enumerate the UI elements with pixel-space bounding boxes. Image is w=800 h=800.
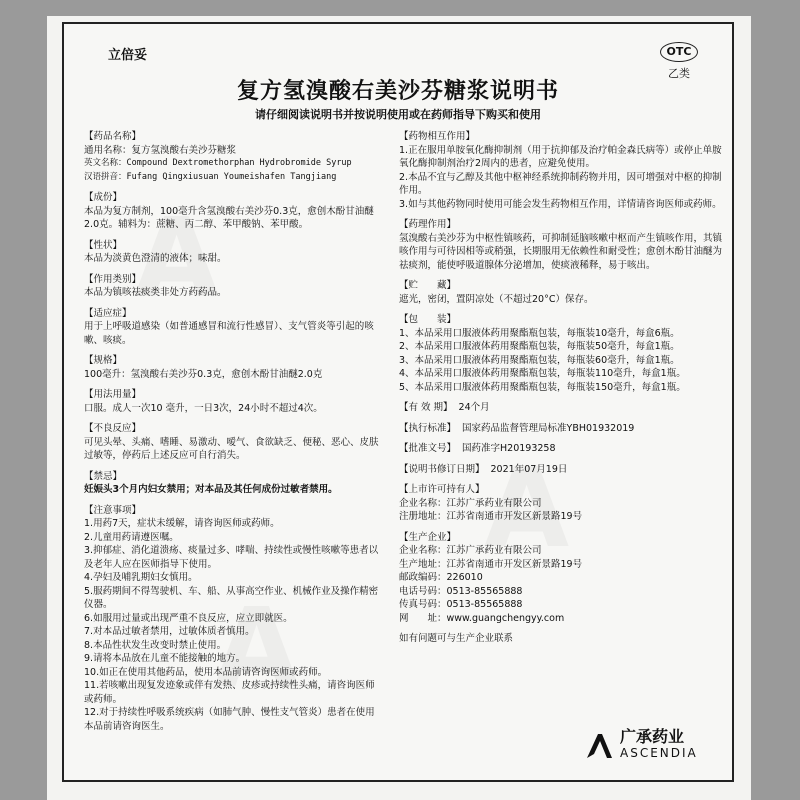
insert-section [84,307,384,348]
section-heading: 【禁忌】 [84,470,123,482]
section-line: 10.如正在使用其他药品，使用本品前请咨询医师或药师。 [84,666,328,678]
section-line: 100毫升：氢溴酸右美沙芬0.3克，愈创木酚甘油醚2.0克 [84,368,323,380]
insert-section [84,388,384,415]
section-line: 电话号码：0513-85565888 [399,585,523,597]
insert-section [399,218,724,272]
section-line: 本品为复方制剂，100毫升含氢溴酸右美沙芬0.3克，愈创木酚甘油醚2.0克。辅料为：蔗糖、丙二醇、苯甲酸钠、苯甲酸。 [84,205,374,230]
section-heading: 【性状】 [84,239,123,251]
insert-section [84,470,384,497]
insert-section [399,442,724,456]
section-line: 1.用药7天，症状未缓解，请咨询医师或药师。 [84,518,280,529]
otc-category: 乙类 [668,67,690,80]
insert-section [84,273,384,300]
section-heading: 【贮 藏】 [399,280,457,291]
insert-section [399,632,724,646]
section-line: 口服。成人一次10 毫升，一日3次，24小时不超过4次。 [84,402,323,414]
insert-section [84,130,384,184]
section-heading: 【药品名称】 [84,131,142,142]
section-heading: 【批准文号】 [399,443,457,454]
section-line: 7.对本品过敏者禁用，过敏体质者慎用。 [84,626,255,637]
section-value: 国家药品监督管理局标准YBH01932019 [462,422,635,434]
ascendia-logo-icon [584,730,614,760]
section-line: 传真号码：0513-85565888 [399,599,523,610]
brand-name: 立倍妥 [108,48,148,63]
section-heading: 【药理作用】 [399,219,457,230]
section-heading: 【成份】 [84,192,123,203]
section-line: 如有问题可与生产企业联系 [399,633,514,644]
section-line: 本品为淡黄色澄清的液体；味甜。 [84,253,227,264]
section-line: 妊娠头3个月内妇女禁用；对本品及其任何成份过敏者禁用。 [84,484,338,495]
section-line: 5、本品采用口服液体药用聚酯瓶包装，每瓶装150毫升，每盒1瓶。 [399,381,686,393]
section-line: 企业名称：江苏广承药业有限公司 [399,545,542,556]
section-line: 可见头晕、头痛、嗜睡、易激动、嗳气、食欲缺乏、便秘、恶心、皮肤过敏等，停药后上述反应可自行消失。 [84,436,379,461]
section-line: 注册地址：江苏省南通市开发区新景路19号 [399,511,583,522]
insert-section [84,191,384,232]
section-heading: 【药物相互作用】 [399,131,476,142]
left-column [84,130,384,740]
logo-english-name: ASCENDIA [620,746,698,760]
section-heading: 【适应症】 [84,307,132,319]
insert-section [399,130,724,211]
section-line: 汉语拼音：Fufang Qingxiusuan Youmeishafen Tangjiang [84,171,337,182]
section-line: 3.抑郁症、消化道溃疡、痰量过多、哮喘、持续性或慢性咳嗽等患者以及老年人应在医师指导下使用。 [84,545,379,570]
section-line: 通用名称：复方氢溴酸右美沙芬糖浆 [84,144,237,156]
section-line: 9.请将本品放在儿童不能接触的地方。 [84,653,246,664]
section-line: 1.正在服用单胺氧化酶抑制剂（用于抗抑郁及治疗帕金森氏病等）或停止单胺氧化酶抑制剂治疗2周内的患者，应避免使用。 [399,144,722,169]
insert-section [399,401,724,415]
insert-section [399,531,724,626]
section-line: 2、本品采用口服液体药用聚酯瓶包装，每瓶装50毫升，每盒1瓶。 [399,341,680,352]
section-line: 氢溴酸右美沙芬为中枢性镇咳药，可抑制延脑咳嗽中枢而产生镇咳作用，其镇咳作用与可待因相等或稍强，长期服用无依赖性和耐受性；愈创木酚甘油醚为祛痰剂，能使呼吸道腺体分泌增加，使痰液稀释，易于咳出。 [399,232,723,271]
section-heading: 【不良反应】 [84,423,142,434]
section-value: 国药准字H20193258 [462,443,556,454]
section-line: 邮政编码：226010 [399,572,483,583]
section-line: 2.儿童用药请遵医嘱。 [84,531,179,543]
section-heading: 【作用类别】 [84,273,142,285]
insert-section [399,279,724,306]
company-logo [584,724,724,768]
section-heading: 【执行标准】 [399,422,457,434]
section-heading: 【注意事项】 [84,504,142,516]
section-line: 英文名称：Compound Dextromethorphan Hydrobromide Syrup [84,158,352,168]
logo-chinese-name: 广承药业 [620,727,685,746]
section-value: 2021年07月19日 [490,463,568,475]
otc-badge: OTC [660,42,698,62]
insert-section [399,483,724,524]
document-subtitle: 请仔细阅读说明书并按说明使用或在药师指导下购买和使用 [255,108,541,121]
section-line: 11.若咳嗽出现复发迹象或伴有发热、皮疹或持续性头痛，请咨询医师或药师。 [84,680,375,705]
insert-section [84,239,384,266]
section-line: 6.如服用过量或出现严重不良反应，应立即就医。 [84,612,293,624]
section-heading: 【说明书修订日期】 [399,463,485,475]
insert-section [84,422,384,463]
section-line: 生产地址：江苏省南通市开发区新景路19号 [399,558,583,570]
section-heading: 【包 装】 [399,314,457,325]
insert-section [399,422,724,436]
insert-section [84,504,384,734]
section-line: 8.本品性状发生改变时禁止使用。 [84,639,227,651]
section-line: 2.本品不宜与乙醇及其他中枢神经系统抑制药物并用，因可增强对中枢的抑制作用。 [399,171,722,196]
section-line: 用于上呼吸道感染（如普通感冒和流行性感冒）、支气管炎等引起的咳嗽、咳痰。 [84,321,374,346]
section-heading: 【用法用量】 [84,389,142,400]
section-line: 5.服药期间不得驾驶机、车、船、从事高空作业、机械作业及操作精密仪器。 [84,585,379,610]
section-heading: 【有 效 期】 [399,402,453,413]
insert-frame [62,22,734,782]
section-line: 企业名称：江苏广承药业有限公司 [399,497,542,509]
section-line: 1、本品采用口服液体药用聚酯瓶包装，每瓶装10毫升，每盒6瓶。 [399,327,680,339]
section-line: 网 址：www.guangchengyy.com [399,612,565,624]
document-title: 复方氢溴酸右美沙芬糖浆说明书 [236,79,559,104]
section-line: 本品为镇咳祛痰类非处方药药品。 [84,287,227,298]
section-line: 3.如与其他药物同时使用可能会发生药物相互作用，详情请咨询医师或药师。 [399,198,722,210]
section-line: 4、本品采用口服液体药用聚酯瓶包装，每瓶装110毫升，每盒1瓶。 [399,368,686,379]
right-column [399,130,724,653]
section-line: 4.孕妇及哺乳期妇女慎用。 [84,572,198,583]
insert-section [84,354,384,381]
section-heading: 【上市许可持有人】 [399,484,485,495]
section-line: 12.对于持续性呼吸系统疾病（如肺气肿、慢性支气管炎）患者在使用本品前请咨询医生。 [84,707,375,732]
section-line: 3、本品采用口服液体药用聚酯瓶包装，每瓶装60毫升，每盒1瓶。 [399,354,680,366]
insert-section [399,313,724,394]
section-line: 遮光，密闭，置阴凉处（不超过20°C）保存。 [399,293,594,305]
section-heading: 【规格】 [84,355,123,366]
section-heading: 【生产企业】 [399,531,457,543]
section-value: 24个月 [458,402,490,413]
insert-section [399,463,724,477]
